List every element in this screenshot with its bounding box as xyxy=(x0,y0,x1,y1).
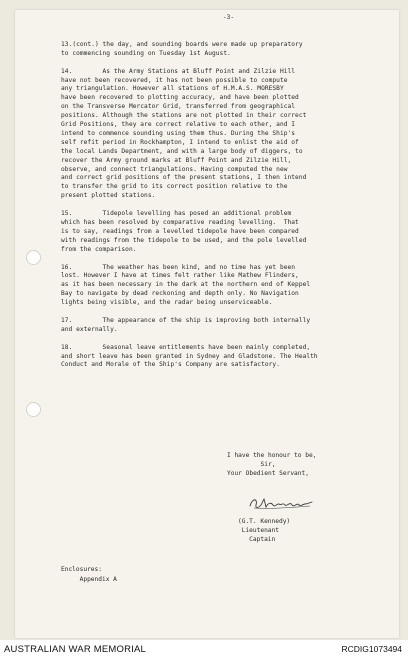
text-line: 18. Seasonal leave entitlements have been mainly completed, xyxy=(61,343,311,351)
record-id: RCDIG1073494 xyxy=(341,644,402,654)
footer-bar xyxy=(0,640,408,666)
text-line: to commencing sounding on Tuesday 1st August. xyxy=(61,49,231,57)
closing-line: I have the honour to be, xyxy=(227,452,317,459)
text-line: intend to commence sounding using them thus. During the Ship's xyxy=(61,129,296,137)
enclosures-block xyxy=(61,565,117,585)
text-line: is to say, readings from a levelled tidepole have been compared xyxy=(61,227,299,235)
text-line: recover the Army ground marks at Bluff Point and Zilzie Hill, xyxy=(61,156,292,164)
text-line: have been recovered to plotting accuracy, and have been plotted xyxy=(61,94,299,102)
text-line: self refit period in Rockhampton, I intend to enlist the aid of xyxy=(61,138,299,146)
paragraph-p15 xyxy=(61,210,396,255)
text-line: lights being visible, and the radar being unserviceable. xyxy=(61,299,273,307)
enclosure-item: Appendix A xyxy=(61,576,117,583)
text-line: and short leave has been granted in Sydney and Gladstone. The Health xyxy=(61,352,318,360)
text-line: and correct grid positions of the present stations, I then intend xyxy=(61,174,307,182)
text-line: any triangulation. However all stations of H.M.A.S. MORESBY xyxy=(61,85,284,93)
text-line: which has been resolved by comparative reading levelling. That xyxy=(61,219,299,226)
text-line: Conduct and Morale of the Ship's Company are satisfactory. xyxy=(61,361,280,369)
closing-block xyxy=(227,452,316,479)
signatory-name: (G.T. Kennedy) xyxy=(238,518,291,525)
text-line: on the Transverse Mercator Grid, transferred from geographical xyxy=(61,103,296,111)
text-line: lost. However I have at times felt rather like Mathew Flinders, xyxy=(61,272,299,280)
page-number: -3- xyxy=(222,14,235,21)
punch-hole xyxy=(26,402,41,417)
text-line: as it has been necessary in the dark at the northern end of Keppel xyxy=(61,281,311,289)
text-line: observe, and connect triangulations. Having computed the new xyxy=(61,165,288,173)
text-line: and externally. xyxy=(61,325,118,333)
text-line: 13.(cont.) the day, and sounding boards were made up preparatory xyxy=(61,40,303,48)
institution-name: AUSTRALIAN WAR MEMORIAL xyxy=(4,644,147,655)
text-line: Grid Positions, they are correct relative to each other, and I xyxy=(61,121,296,129)
text-line: have not been recovered, it has not been possible to compute xyxy=(61,76,288,84)
enclosures-label: Enclosures: xyxy=(61,566,102,573)
text-line: the local Lands Department, and with a large body of diggers, to xyxy=(61,147,303,155)
signatory-block xyxy=(238,518,290,545)
signatory-title: Captain xyxy=(238,535,276,543)
closing-line: Sir, xyxy=(227,460,276,468)
text-line: 14. As the Army Stations at Bluff Point and Zilzie Hill xyxy=(61,67,296,75)
closing-line: Your Obedient Servant, xyxy=(227,469,309,477)
paragraph-list xyxy=(61,41,396,370)
text-line: Bay to navigate by dead reckoning and depth only. No Navigation xyxy=(61,290,299,298)
document-body xyxy=(61,14,396,379)
handwritten-signature xyxy=(246,494,316,512)
text-line: present plotted stations. xyxy=(61,192,156,200)
text-line: 17. The appearance of the ship is improving both internally xyxy=(61,316,311,324)
text-line: to transfer the grid to its correct position relative to the xyxy=(61,183,288,191)
paragraph-p13 xyxy=(61,41,396,59)
text-line: positions. Although the stations are not plotted in their correct xyxy=(61,112,307,120)
text-line: 16. The weather has been kind, and no time has yet been xyxy=(61,263,296,271)
paragraph-p16 xyxy=(61,264,396,309)
signatory-rank: Lieutenant xyxy=(238,526,279,534)
text-line: 15. Tidepole levelling has posed an additional problem xyxy=(61,210,292,218)
paragraph-p18 xyxy=(61,344,396,371)
paragraph-p14 xyxy=(61,68,396,202)
text-line: with readings from the tidepole to be used, and the pole levelled xyxy=(61,236,307,244)
text-line: from the comparison. xyxy=(61,245,137,253)
paragraph-p17 xyxy=(61,317,396,335)
punch-hole xyxy=(26,250,41,265)
